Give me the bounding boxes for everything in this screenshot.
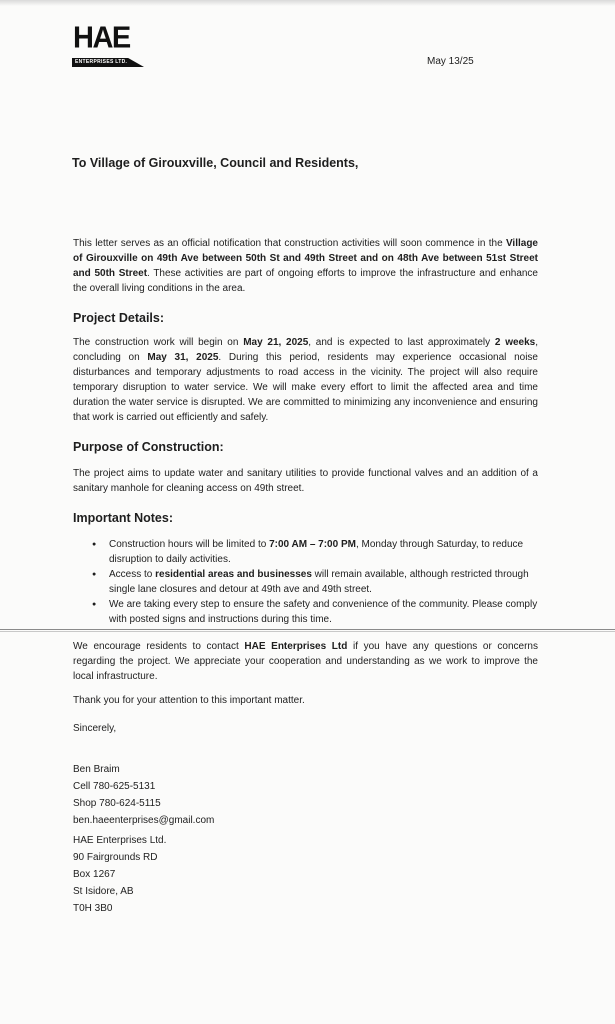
purpose-paragraph: The project aims to update water and sanitary utilities to provide functional valves and an addition of a sanitary manhole for cleaning access on 49th street. [73,468,538,494]
page-fold-shadow [0,631,615,632]
list-item [92,537,542,567]
intro-text-2: . These activities are part of ongoing efforts to improve the infrastructure and enhance the overall living conditions in the area. [73,268,538,294]
note-2-areas: residential areas and businesses [155,569,312,580]
signer-shop: Shop 780-624-5115 [73,798,161,809]
list-item [92,567,542,597]
letter-date: May 13/25 [427,56,474,67]
signer-name: Ben Braim [73,764,120,775]
contact-text-1: We encourage residents to contact [73,641,245,652]
company-logo [72,21,146,70]
note-1-text: Construction hours will be limited to [109,539,270,550]
note-1-hours: 7:00 AM – 7:00 PM [269,539,356,550]
page-fold-line [0,629,615,630]
note-3-text: We are taking every step to ensure the safety and convenience of the community. Please comply with posted signs and instructions during this time. [109,599,538,625]
intro-location: Village of Girouxville on 49th Ave between 50th St and 49th Street and on 48th Ave between 51st Street and 50th Street [73,238,538,279]
pd-text-1: The construction work will begin on [73,337,244,348]
contact-company: HAE Enterprises Ltd [244,641,348,652]
signature-block [73,762,214,830]
address-box: Box 1267 [73,869,116,880]
logo-mark: HAE [73,21,130,55]
address-street: 90 Fairgrounds RD [73,852,158,863]
intro-paragraph [73,236,538,296]
important-notes-list [92,537,542,627]
closing-line: Sincerely, [73,723,117,734]
address-postal: T0H 3B0 [73,903,113,914]
thanks-line: Thank you for your attention to this important matter. [73,695,305,706]
signer-email: ben.haeenterprises@gmail.com [73,815,215,826]
pd-text-4: . During this period, residents may experience occasional noise disturbances and temporary adjustments to road access in the vicinity. The project will also require temporary disruption to water service. We will make every effort to limit the affected area and time duration the water service is disrupted. We are committed to minimizing any inconvenience and ensuring that work is carried out efficiently and safely. [73,352,538,423]
salutation: To Village of Girouxville, Council and Residents, [72,156,359,170]
important-notes-heading: Important Notes: [73,511,173,525]
logo-subtitle: ENTERPRISES LTD. [75,59,128,65]
note-2-text: Access to [109,569,156,580]
note-2-text-2: will remain available, although restricted through single lane closures and detour at 49th ave and 49th street. [109,569,529,595]
pd-text-3: , concluding on [73,337,538,363]
address-city: St Isidore, AB [73,886,134,897]
scan-edge [0,0,615,6]
project-details-paragraph [73,335,538,425]
intro-text-1: This letter serves as an official notification that construction activities will soon commence in the [73,238,506,249]
contact-paragraph [73,639,538,684]
address-block [73,833,166,918]
pd-text-2: , and is expected to last approximately [308,337,495,348]
address-company: HAE Enterprises Ltd. [73,835,167,846]
signer-cell: Cell 780-625-5131 [73,781,156,792]
pd-duration: 2 weeks [494,337,536,348]
purpose-heading: Purpose of Construction: [73,440,224,454]
note-1-text-2: , Monday through Saturday, to reduce disruption to daily activities. [109,539,524,565]
list-item [92,597,542,627]
pd-start-date: May 21, 2025 [243,337,309,348]
contact-text-2: if you have any questions or concerns regarding the project. We appreciate your cooperation and understanding as we work to improve the local infrastructure. [73,641,538,682]
pd-end-date: May 31, 2025 [147,352,219,363]
project-details-heading: Project Details: [73,311,165,325]
